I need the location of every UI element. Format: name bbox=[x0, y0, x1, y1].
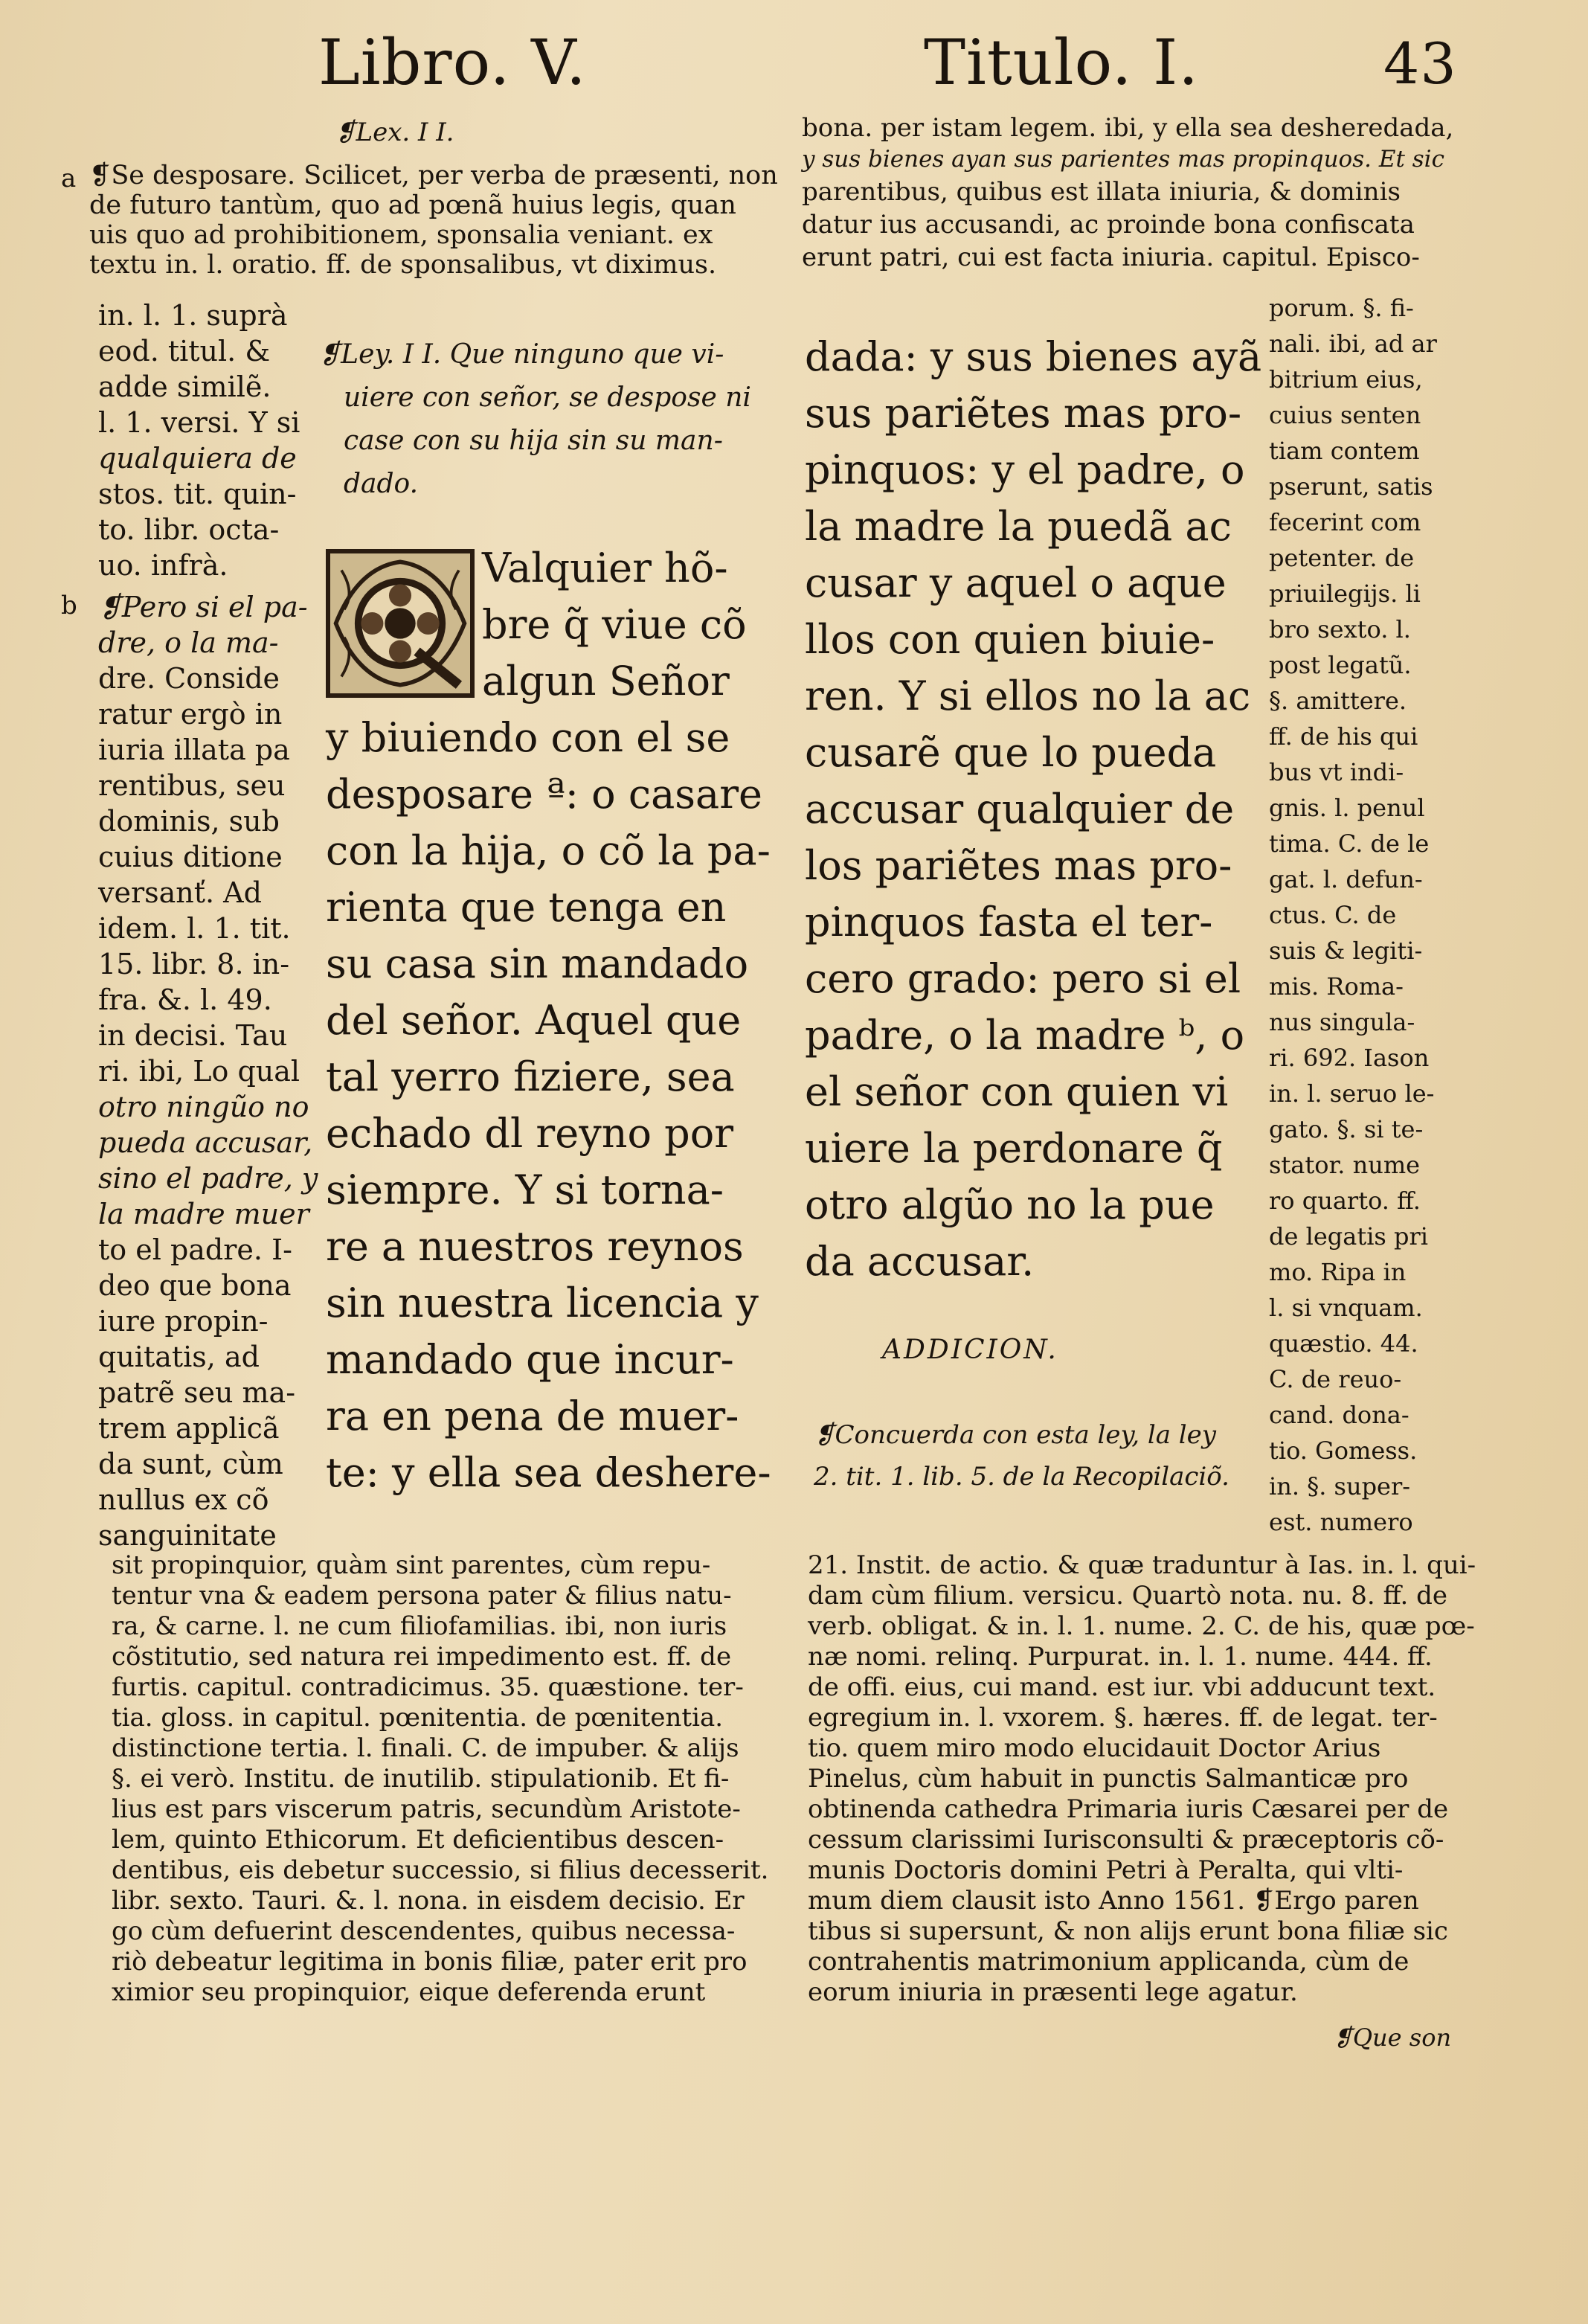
gloss-line: de legatis pri bbox=[1269, 1222, 1429, 1251]
gloss-line: bitrium eius, bbox=[1269, 365, 1423, 394]
addicion-line: 2. tit. 1. lib. 5. de la Recopilaciõ. bbox=[814, 1462, 1229, 1492]
main-text-line: cusar y aquel o aque bbox=[805, 559, 1227, 606]
gloss-line: tio. quem miro modo elucidauit Doctor Arius bbox=[808, 1733, 1381, 1763]
main-text-line: sus pariẽtes mas pro- bbox=[805, 390, 1242, 437]
main-text-line: su casa sin mandado bbox=[326, 940, 749, 987]
gloss-line: fra. &. l. 49. bbox=[98, 983, 272, 1016]
gloss-line: versanť. Ad bbox=[98, 876, 262, 909]
main-text-line: desposare ª: o casare bbox=[326, 771, 762, 818]
main-text-line: otro algũo no la pue bbox=[805, 1181, 1215, 1228]
gloss-line: distinctione tertia. l. finali. C. de impuber. & alijs bbox=[112, 1733, 739, 1763]
gloss-line: dam cùm filium. versicu. Quartò nota. nu. 8. ff. de bbox=[808, 1581, 1447, 1611]
gloss-line: stator. nume bbox=[1269, 1151, 1421, 1179]
gloss-line: §. amittere. bbox=[1269, 687, 1407, 715]
gloss-line: trem applicã bbox=[98, 1412, 280, 1445]
gloss-line: libr. sexto. Tauri. &. l. nona. in eisdem decisio. Er bbox=[112, 1886, 745, 1916]
gloss-line: in. l. 1. suprà bbox=[98, 299, 288, 332]
main-text-line: el señor con quien vi bbox=[805, 1068, 1229, 1115]
law-title-line: case con su hija sin su man- bbox=[344, 426, 723, 456]
ornamental-initial-icon bbox=[330, 553, 470, 693]
catchword: ❡Que son bbox=[1333, 2023, 1452, 2052]
gloss-line: l. si vnquam. bbox=[1269, 1294, 1423, 1322]
gloss-line: munis Doctoris domini Petri à Peralta, qui vlti- bbox=[808, 1855, 1404, 1885]
gloss-line: quitatis, ad bbox=[98, 1341, 260, 1373]
main-text-line: algun Señor bbox=[482, 658, 730, 704]
gloss-line: go cùm defuerint descendentes, quibus necessa- bbox=[112, 1916, 736, 1946]
gloss-wide-line: bona. per istam legem. ibi, y ella sea desheredada, bbox=[802, 113, 1454, 143]
gloss-line: 21. Instit. de actio. & quæ traduntur à Ias. in. l. qui- bbox=[808, 1550, 1476, 1580]
gloss-line: §. ei verò. Institu. de inutilib. stipulationib. Et fi- bbox=[112, 1764, 730, 1794]
main-text-line: pinquos: y el padre, o bbox=[805, 446, 1245, 493]
main-text-line: te: y ella sea deshere- bbox=[326, 1449, 771, 1496]
gloss-wide-line: y sus bienes ayan sus parientes mas propinquos. Et sic bbox=[802, 146, 1444, 173]
gloss-line: ra, & carne. l. ne cum filiofamilias. ibi, non iuris bbox=[112, 1611, 727, 1641]
gloss-line: nullus ex cõ bbox=[98, 1483, 269, 1516]
gloss-line: dre, o la ma- bbox=[98, 626, 279, 659]
gloss-line: post legatũ. bbox=[1269, 651, 1412, 679]
gloss-heading: ❡Lex. I I. bbox=[335, 118, 454, 147]
gloss-line: patrẽ seu ma- bbox=[98, 1376, 296, 1409]
main-text-line: echado dl reyno por bbox=[326, 1110, 734, 1157]
gloss-wide-line: parentibus, quibus est illata iniuria, & dominis bbox=[802, 177, 1401, 207]
gloss-marker-b: b bbox=[61, 591, 77, 620]
gloss-line: egregium in. l. vxorem. §. hæres. ff. de legat. ter- bbox=[808, 1703, 1438, 1733]
gloss-line: stos. tit. quin- bbox=[98, 478, 297, 510]
gloss-line: lem, quinto Ethicorum. Et deficientibus descen- bbox=[112, 1825, 724, 1855]
gloss-line: est. numero bbox=[1269, 1508, 1413, 1536]
addicion-line: ❡Concuerda con esta ley, la ley bbox=[814, 1420, 1217, 1450]
gloss-line: priuilegijs. li bbox=[1269, 580, 1421, 608]
main-text-line: cusarẽ que lo pueda bbox=[805, 729, 1217, 776]
gloss-line: nali. ibi, ad ar bbox=[1269, 330, 1437, 358]
main-text-line: dada: y sus bienes ayã bbox=[805, 333, 1262, 380]
main-text-line: padre, o la madre ᵇ, o bbox=[805, 1012, 1245, 1059]
gloss-line: deo que bona bbox=[98, 1269, 292, 1302]
gloss-line: Pinelus, cùm habuit in punctis Salmanticæ pro bbox=[808, 1764, 1409, 1794]
gloss-line: sino el padre, y bbox=[98, 1162, 318, 1195]
gloss-line: cõstitutio, sed natura rei impedimento est. ff. de bbox=[112, 1642, 732, 1672]
main-text-line: pinquos fasta el ter- bbox=[805, 899, 1213, 946]
gloss-wide-line: de futuro tantùm, quo ad pœnã huius legis, quan bbox=[89, 190, 736, 220]
gloss-line: dominis, sub bbox=[98, 805, 280, 838]
decorated-initial-q bbox=[326, 549, 475, 698]
gloss-wide-line: erunt patri, cui est facta iniuria. capitul. Episco- bbox=[802, 243, 1420, 272]
gloss-line: iure propin- bbox=[98, 1305, 269, 1338]
gloss-line: quæstio. 44. bbox=[1269, 1329, 1418, 1358]
gloss-line: bus vt indi- bbox=[1269, 758, 1404, 786]
gloss-line: gat. l. defun- bbox=[1269, 865, 1423, 893]
main-text-line: re a nuestros reynos bbox=[326, 1223, 744, 1270]
main-text-line: con la hija, o cõ la pa- bbox=[326, 827, 771, 874]
gloss-line: adde similẽ. bbox=[98, 370, 271, 403]
gloss-line: 15. libr. 8. in- bbox=[98, 948, 290, 980]
gloss-line: gnis. l. penul bbox=[1269, 794, 1425, 822]
law-title-line: uiere con señor, se despose ni bbox=[344, 382, 751, 413]
main-text-line: da accusar. bbox=[805, 1238, 1035, 1285]
gloss-line: l. 1. versi. Y si bbox=[98, 406, 300, 439]
running-head-title: Titulo. I. bbox=[924, 26, 1199, 99]
gloss-line: cessum clarissimi Iurisconsulti & præceptoris cõ- bbox=[808, 1825, 1444, 1855]
main-text-line: y biuiendo con el se bbox=[326, 714, 730, 761]
gloss-line: ctus. C. de bbox=[1269, 901, 1397, 929]
gloss-line: rentibus, seu bbox=[98, 769, 286, 802]
gloss-line: porum. §. fi- bbox=[1269, 294, 1414, 322]
gloss-line: ximior seu propinquior, eique deferenda erunt bbox=[112, 1977, 706, 2007]
gloss-line: dre. Conside bbox=[98, 662, 280, 695]
gloss-line: mo. Ripa in bbox=[1269, 1258, 1407, 1286]
gloss-line: sanguinitate bbox=[98, 1519, 277, 1552]
gloss-wide-line: textu in. l. oratio. ff. de sponsalibus, vt diximus. bbox=[89, 250, 717, 280]
gloss-line: bro sexto. l. bbox=[1269, 615, 1411, 643]
gloss-line: cand. dona- bbox=[1269, 1401, 1409, 1429]
main-text-line: la madre la puedã ac bbox=[805, 503, 1232, 550]
gloss-line: tentur vna & eadem persona pater & filius natu- bbox=[112, 1581, 732, 1611]
gloss-line: ri. ibi, Lo qual bbox=[98, 1055, 300, 1088]
gloss-line: contrahentis matrimonium applicanda, cùm de bbox=[808, 1947, 1409, 1977]
gloss-line: ❡Pero si el pa- bbox=[98, 591, 308, 623]
gloss-line: riò debeatur legitima in bonis filiæ, pater erit pro bbox=[112, 1947, 748, 1977]
gloss-line: tia. gloss. in capitul. pœnitentia. de pœnitentia. bbox=[112, 1703, 724, 1733]
gloss-line: to. libr. octa- bbox=[98, 513, 280, 546]
gloss-line: pserunt, satis bbox=[1269, 472, 1433, 501]
main-text-line: bre q̃ viue cõ bbox=[482, 601, 747, 648]
gloss-line: mis. Roma- bbox=[1269, 972, 1404, 1001]
gloss-wide-line: ❡Se desposare. Scilicet, per verba de præsenti, non bbox=[89, 161, 778, 190]
gloss-line: la madre muer bbox=[98, 1198, 309, 1230]
gloss-line: iuria illata pa bbox=[98, 734, 290, 766]
gloss-line: gato. §. si te- bbox=[1269, 1115, 1424, 1143]
page-number: 43 bbox=[1383, 31, 1457, 97]
gloss-line: uo. infrà. bbox=[98, 549, 228, 582]
gloss-line: tio. Gomess. bbox=[1269, 1437, 1418, 1465]
gloss-line: obtinenda cathedra Primaria iuris Cæsarei per de bbox=[808, 1794, 1449, 1824]
gloss-line: ratur ergò in bbox=[98, 698, 283, 731]
gloss-line: otro ningũo no bbox=[98, 1091, 309, 1123]
gloss-marker-a: a bbox=[61, 164, 77, 193]
gloss-line: da sunt, cùm bbox=[98, 1448, 283, 1480]
gloss-wide-line: uis quo ad prohibitionem, sponsalia veniant. ex bbox=[89, 220, 713, 250]
gloss-line: verb. obligat. & in. l. 1. nume. 2. C. de his, quæ pœ- bbox=[808, 1611, 1475, 1641]
gloss-line: de offi. eius, cui mand. est iur. vbi adducunt text. bbox=[808, 1672, 1436, 1702]
gloss-line: petenter. de bbox=[1269, 544, 1415, 572]
gloss-line: nus singula- bbox=[1269, 1008, 1415, 1036]
main-text-line: cero grado: pero si el bbox=[805, 955, 1241, 1002]
main-text-line: ra en pena de muer- bbox=[326, 1393, 739, 1439]
gloss-line: qualquiera de bbox=[98, 442, 297, 475]
gloss-line: cuius ditione bbox=[98, 841, 283, 873]
gloss-line: ff. de his qui bbox=[1269, 722, 1418, 751]
gloss-line: cuius senten bbox=[1269, 401, 1421, 429]
main-text-line: los pariẽtes mas pro- bbox=[805, 842, 1232, 889]
gloss-line: C. de reuo- bbox=[1269, 1365, 1402, 1393]
gloss-line: tiam contem bbox=[1269, 437, 1420, 465]
main-text-line: Valquier hõ- bbox=[482, 545, 728, 591]
gloss-line: eorum iniuria in præsenti lege agatur. bbox=[808, 1977, 1298, 2007]
gloss-line: fecerint com bbox=[1269, 508, 1421, 536]
gloss-line: ro quarto. ff. bbox=[1269, 1187, 1421, 1215]
gloss-line: pueda accusar, bbox=[98, 1126, 313, 1159]
gloss-line: lius est pars viscerum patris, secundùm Aristote- bbox=[112, 1794, 741, 1824]
addicion-heading: ADDICION. bbox=[882, 1335, 1058, 1365]
gloss-line: næ nomi. relinq. Purpurat. in. l. 1. nume. 444. ff. bbox=[808, 1642, 1433, 1672]
gloss-line: dentibus, eis debetur successio, si filius decesserit. bbox=[112, 1855, 769, 1885]
gloss-line: furtis. capitul. contradicimus. 35. quæstione. ter- bbox=[112, 1672, 744, 1702]
gloss-line: eod. titul. & bbox=[98, 335, 271, 367]
main-text-line: del señor. Aquel que bbox=[326, 997, 742, 1044]
main-text-line: accusar qualquier de bbox=[805, 786, 1235, 832]
main-text-line: sin nuestra licencia y bbox=[326, 1280, 759, 1326]
gloss-line: suis & legiti- bbox=[1269, 937, 1423, 965]
gloss-wide-line: datur ius accusandi, ac proinde bona confiscata bbox=[802, 210, 1415, 240]
main-text-line: mandado que incur- bbox=[326, 1336, 734, 1383]
law-title-line: dado. bbox=[344, 469, 419, 499]
main-text-line: llos con quien biuie- bbox=[805, 616, 1215, 663]
main-text-line: rienta que tenga en bbox=[326, 884, 727, 931]
gloss-line: in. l. seruo le- bbox=[1269, 1079, 1435, 1108]
main-text-line: ren. Y si ellos no la ac bbox=[805, 673, 1251, 719]
gloss-line: idem. l. 1. tit. bbox=[98, 912, 291, 945]
gloss-line: tibus si supersunt, & non alijs erunt bona filiæ sic bbox=[808, 1916, 1448, 1946]
main-text-line: uiere la perdonare q̃ bbox=[805, 1125, 1223, 1172]
main-text-line: tal yerro fiziere, sea bbox=[326, 1053, 735, 1100]
law-title-line: ❡Ley. I I. Que ninguno que vi- bbox=[318, 339, 724, 370]
gloss-line: mum diem clausit isto Anno 1561. ❡Ergo paren bbox=[808, 1886, 1419, 1916]
running-head-book: Libro. V. bbox=[318, 26, 587, 99]
main-text-line: siempre. Y si torna- bbox=[326, 1166, 724, 1213]
gloss-line: in. §. super- bbox=[1269, 1472, 1411, 1500]
gloss-line: to el padre. I- bbox=[98, 1233, 292, 1266]
gloss-line: ri. 692. Iason bbox=[1269, 1044, 1430, 1072]
gloss-line: in decisi. Tau bbox=[98, 1019, 288, 1052]
gloss-line: sit propinquior, quàm sint parentes, cùm repu- bbox=[112, 1550, 711, 1580]
gloss-line: tima. C. de le bbox=[1269, 829, 1430, 858]
